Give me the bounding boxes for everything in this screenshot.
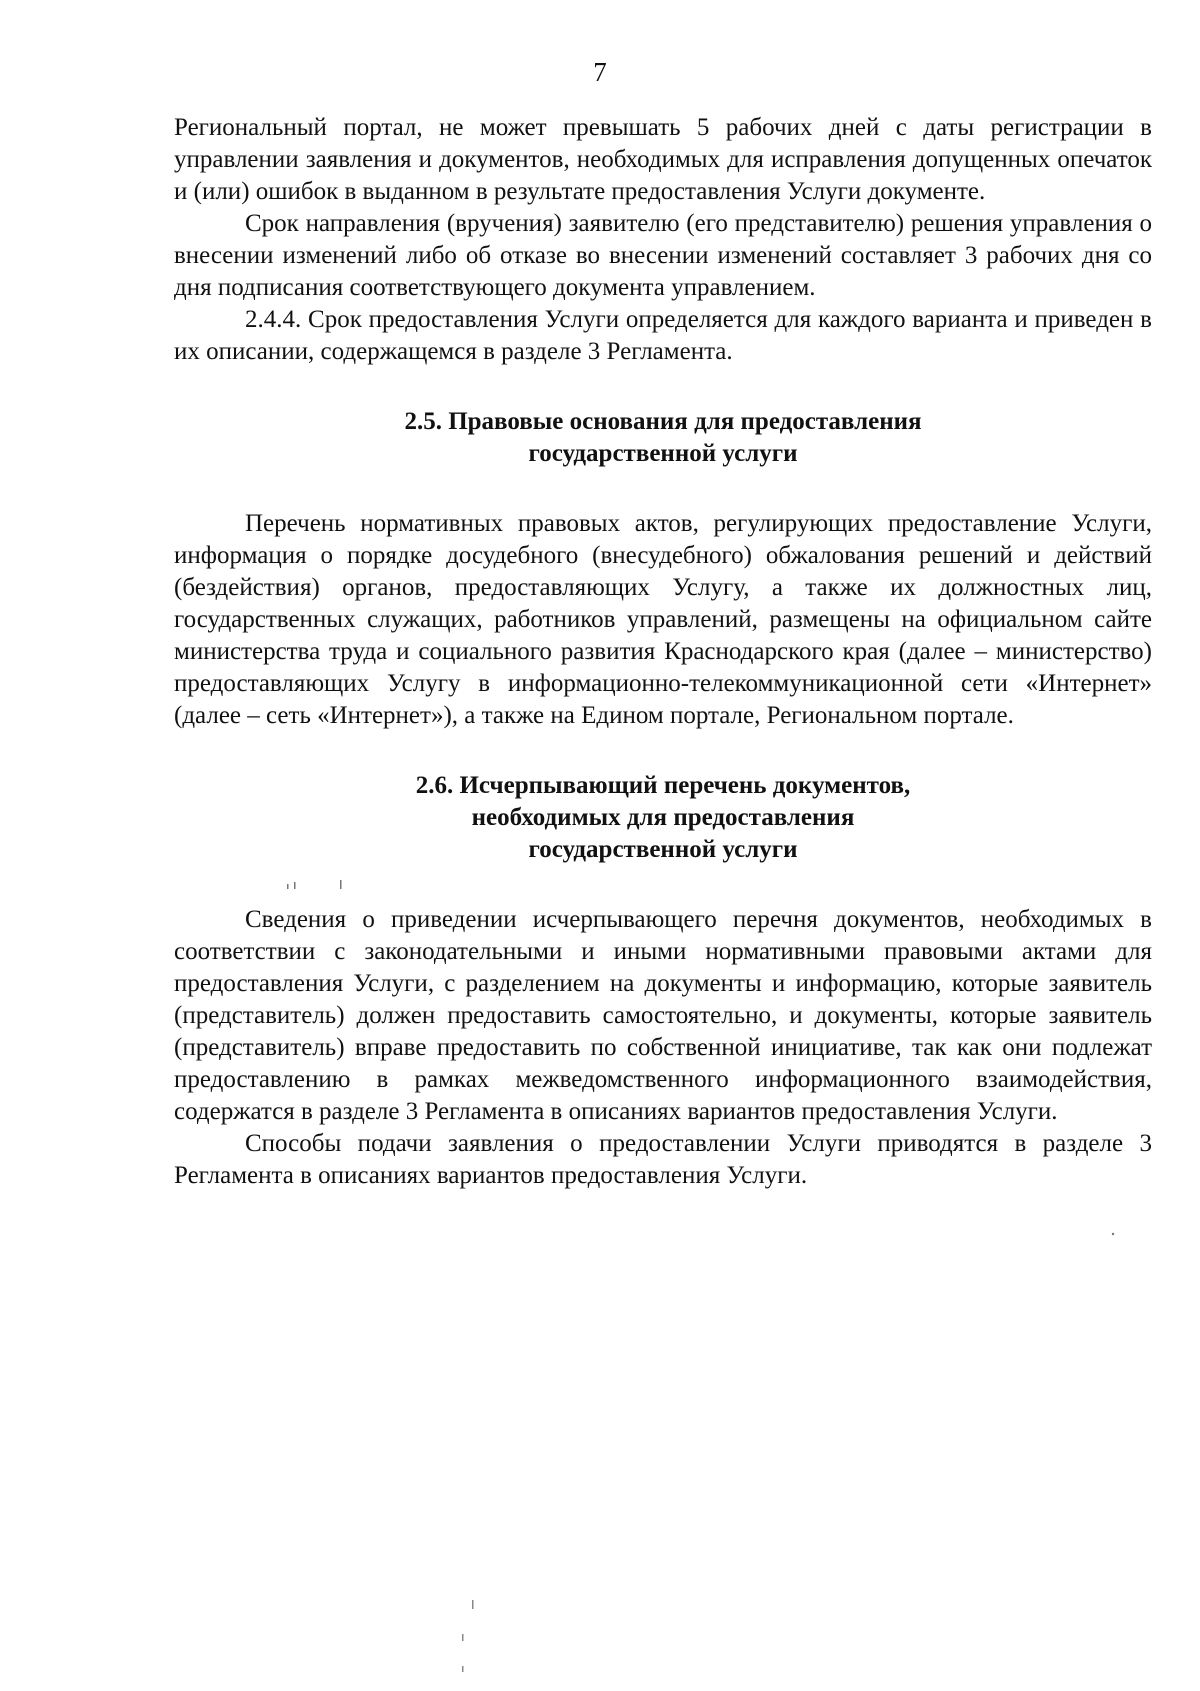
section-heading-2-6-line1: 2.6. Исчерпывающий перечень документов,	[415, 772, 911, 799]
paragraph-decision-deadline: Срок направления (вручения) заявителю (его представителю) решения управления о внесении изменений либо об отказе во внесении изменений составляет 3 рабочих дня со дня подписания соответствующего документа управлением.	[174, 210, 1152, 301]
page-number: 7	[593, 57, 607, 87]
section-heading-2-6-line3: государственной услуги	[528, 836, 798, 863]
section-heading-2-5-line1: 2.5. Правовые основания для предоставления	[404, 408, 922, 435]
paragraph-legal-basis: Перечень нормативных правовых актов, регулирующих предоставление Услуги, информация о порядке досудебного (внесудебного) обжалования решений и действий (бездействия) органов, предоставляющих Услугу, а также их должностных лиц, государственных служащих, работников управлений, размещены на официальном сайте министерства труда и социального развития Краснодарского края (далее – министерство) предоставляющих Услугу в информационно-телекоммуникационной сети «Интернет» (далее – сеть «Интернет»), а также на Едином портале, Региональном портале.	[174, 510, 1152, 729]
section-heading-2-5-line2: государственной услуги	[528, 440, 798, 467]
section-heading-2-6-line2: необходимых для предоставления	[471, 804, 855, 831]
section-heading-2-6	[174, 770, 1152, 866]
document-body	[174, 112, 1152, 1192]
paragraph-2-4-4: 2.4.4. Срок предоставления Услуги определяется для каждого варианта и приведен в их описании, содержащемся в разделе 3 Регламента.	[174, 306, 1152, 365]
paragraph-continuation: Региональный портал, не может превышать 5 рабочих дней с даты регистрации в управлении заявления и документов, необходимых для исправления допущенных опечаток и (или) ошибок в выданном в результате предоставления Услуги документе.	[174, 114, 1152, 205]
paragraph-documents-list: Сведения о приведении исчерпывающего перечня документов, необходимых в соответствии с законодательными и иными нормативными правовыми актами для предоставления Услуги, с разделением на документы и информацию, которые заявитель (представитель) должен предоставить самостоятельно, и документы, которые заявитель (представитель) вправе предоставить по собственной инициативе, так как они подлежат предоставлению в рамках межведомственного информационного взаимодействия, содержатся в разделе 3 Регламента в описаниях вариантов предоставления Услуги.	[174, 906, 1152, 1125]
section-heading-2-5	[174, 406, 1152, 470]
paragraph-submission-methods: Способы подачи заявления о предоставлении Услуги приводятся в разделе 3 Регламента в описаниях вариантов предоставления Услуги.	[174, 1130, 1152, 1189]
